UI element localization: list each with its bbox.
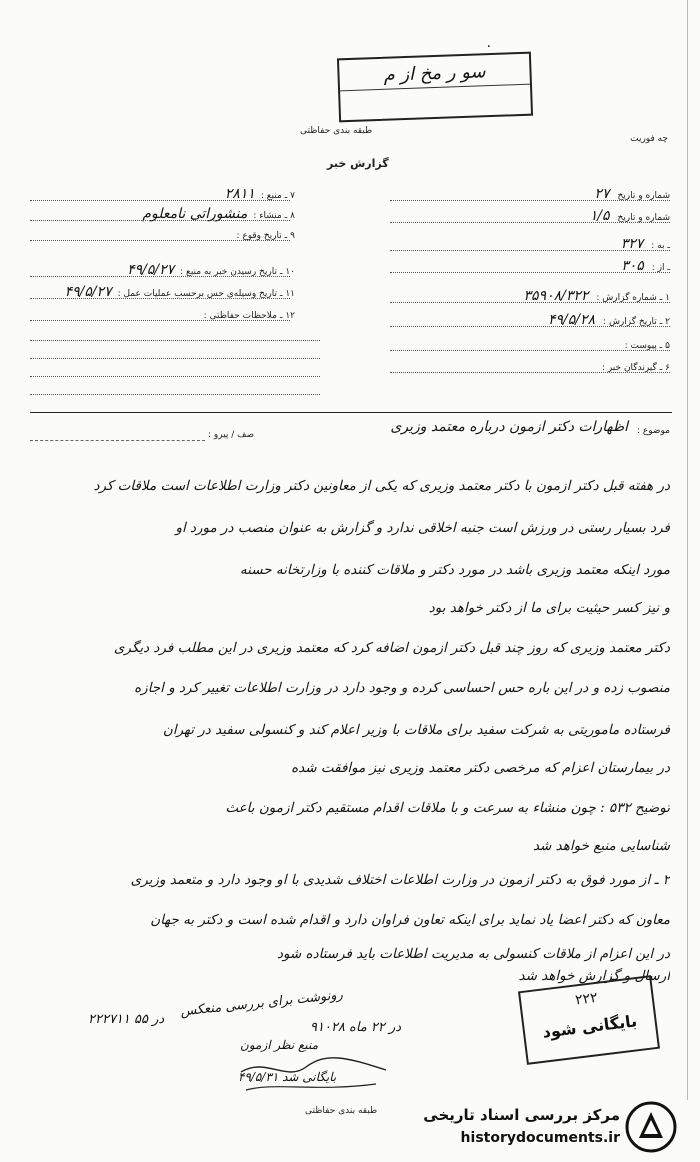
subject-label: موضوع :	[636, 426, 670, 436]
received-stamp	[337, 52, 533, 123]
page-label: صف / پیرو :	[208, 430, 255, 440]
right-field-label: شماره و تاریخ	[617, 191, 670, 201]
classification-top: طبقه بندی حفاظتی	[300, 126, 373, 136]
signatory-note: منبع نظر ازمون	[240, 1038, 319, 1052]
right-field-value: ۲۷	[594, 186, 610, 202]
body-line: توضیح ۵۳۲ : چون منشاء به سرعت و با ملاقات اقدام مستقیم دکتر ازمون باعث	[225, 800, 670, 816]
archive-number: ۲۲۲	[574, 989, 599, 1009]
body-line: فرد بسیار رستی در ورزش است جنبه اخلاقی ندارد و گزارش به عنوان منصب در مورد او	[175, 520, 670, 536]
right-field-value: ۳۰۵	[621, 258, 644, 274]
signature: بایگانی شد ۴۹/۵/۳۱	[238, 1070, 337, 1084]
right-field-label: ۵ ـ پیوست :	[624, 341, 670, 351]
body-line: و نیز کسر حیثیت برای ما از دکتر خواهد بود	[428, 600, 670, 616]
left-field-label: ۱۲ ـ ملاحظات حفاظتی :	[203, 311, 295, 321]
body-line: فرستاده ماموریتی به شرکت سفید برای ملاقات با وزیر اعلام کند و کنسولی سفید در تهران	[162, 722, 670, 738]
left-field-label: ۷ ـ منبع :	[260, 191, 295, 201]
left-field-value: منشوراتی نامعلوم	[142, 206, 248, 222]
top-mark: ٠	[485, 38, 493, 54]
body-line: مورد اینکه معتمد وزیری باشد در مورد دکتر و ملاقات کننده با وزارتخانه حسنه	[239, 562, 670, 578]
body-line: در هفته قبل دکتر ازمون با دکتر معتمد وزیری که یکی از معاونین دکتر وزارت اطلاعات است ملاقات کرد	[93, 478, 670, 494]
left-field-label: ۹ ـ تاریخ وقوع :	[236, 231, 295, 241]
right-field-label: ـ از :	[651, 263, 670, 273]
logo-url: historydocuments.ir	[460, 1130, 620, 1146]
handwritten-date: در ۲۲ ماه ۹۱۰۲۸	[310, 1020, 402, 1035]
right-field-value: ۳۲۷	[620, 236, 644, 252]
priority-label: چه فوریت	[630, 134, 668, 144]
decision-note: رونوشت برای بررسی منعکس	[179, 987, 344, 1020]
archive-text: بایگانی شود	[541, 1011, 639, 1042]
right-field-label: ۶ ـ گیرندگان خبر :	[601, 363, 670, 373]
left-field-value: ۴۹/۵/۲۷	[64, 284, 112, 300]
report-title: گزارش خبر	[327, 157, 389, 170]
right-field-label: ـ به :	[651, 241, 670, 251]
right-field-value: ۱/۵	[589, 208, 610, 224]
body-line: ارسال و گزارش خواهد شد	[518, 968, 670, 984]
left-field-label: ۱۱ ـ تاریخ وسیله‌ی حس برحسب عملیات عمل :	[117, 289, 295, 299]
right-field-value: ۳۵۹۰۸/۳۲۲	[523, 288, 589, 304]
body-line: منصوب زده و در این باره حس احساسی کرده و وجود دارد در وزارت اطلاعات تغییر کرد و اجازه	[134, 680, 670, 696]
logo-emblem-icon	[624, 1100, 678, 1154]
left-field-value: ۴۹/۵/۲۷	[127, 262, 175, 278]
received-stamp-text: سو ر مخ از م	[383, 61, 486, 86]
body-line: شناسایی منبع خواهد شد	[532, 838, 670, 854]
left-field-label: ۱۰ ـ تاریخ رسیدن خبر به منبع :	[180, 267, 295, 277]
left-field-value: ۲۸۱۱	[224, 186, 255, 202]
body-line: در بیمارستان اعزام که مرخصی دکتر معتمد وزیری نیز موافقت شده	[291, 760, 670, 776]
right-field-value: ۴۹/۵/۲۸	[548, 312, 596, 328]
right-field-label: ۲ ـ تاریخ گزارش :	[603, 317, 670, 327]
right-field-label: ۱ ـ شماره گزارش :	[596, 293, 670, 303]
classification-bottom: طبقه بندی حفاظتی	[305, 1106, 378, 1116]
body-line: ۲ ـ از مورد فوق به دکتر ازمون در وزارت اطلاعات اختلاف شدیدی با او وجود دارد و متعمد وزیری	[130, 872, 670, 888]
date-reference: در ۵۵ ۲۲۲۷۱۱	[88, 1012, 165, 1027]
body-line: دکتر معتمد وزیری که روز چند قبل دکتر ازمون اضافه کرد که معتمد وزیری در این مطلب فرد دیگری	[113, 640, 670, 656]
left-field-label: ۸ ـ منشاء :	[253, 211, 295, 221]
body-line: در این اعزام از ملاقات کنسولی به مدیریت اطلاعات باید فرستاده شود	[276, 946, 670, 962]
subject-value: اظهارات دکتر ازمون درباره معتمد وزیری	[390, 419, 628, 435]
body-line: معاون که دکتر اعضا یاد نماید برای اینکه تعاون فراوان دارد و اقدام شده است و دکتر به جهان	[150, 912, 670, 928]
signature-scribble	[236, 1052, 396, 1097]
archive-stamp	[518, 975, 660, 1065]
logo-title: مرکز بررسی اسناد تاریخی	[423, 1106, 620, 1124]
archive-logo	[412, 1100, 682, 1156]
right-field-label: شماره و تاریخ	[617, 213, 670, 223]
